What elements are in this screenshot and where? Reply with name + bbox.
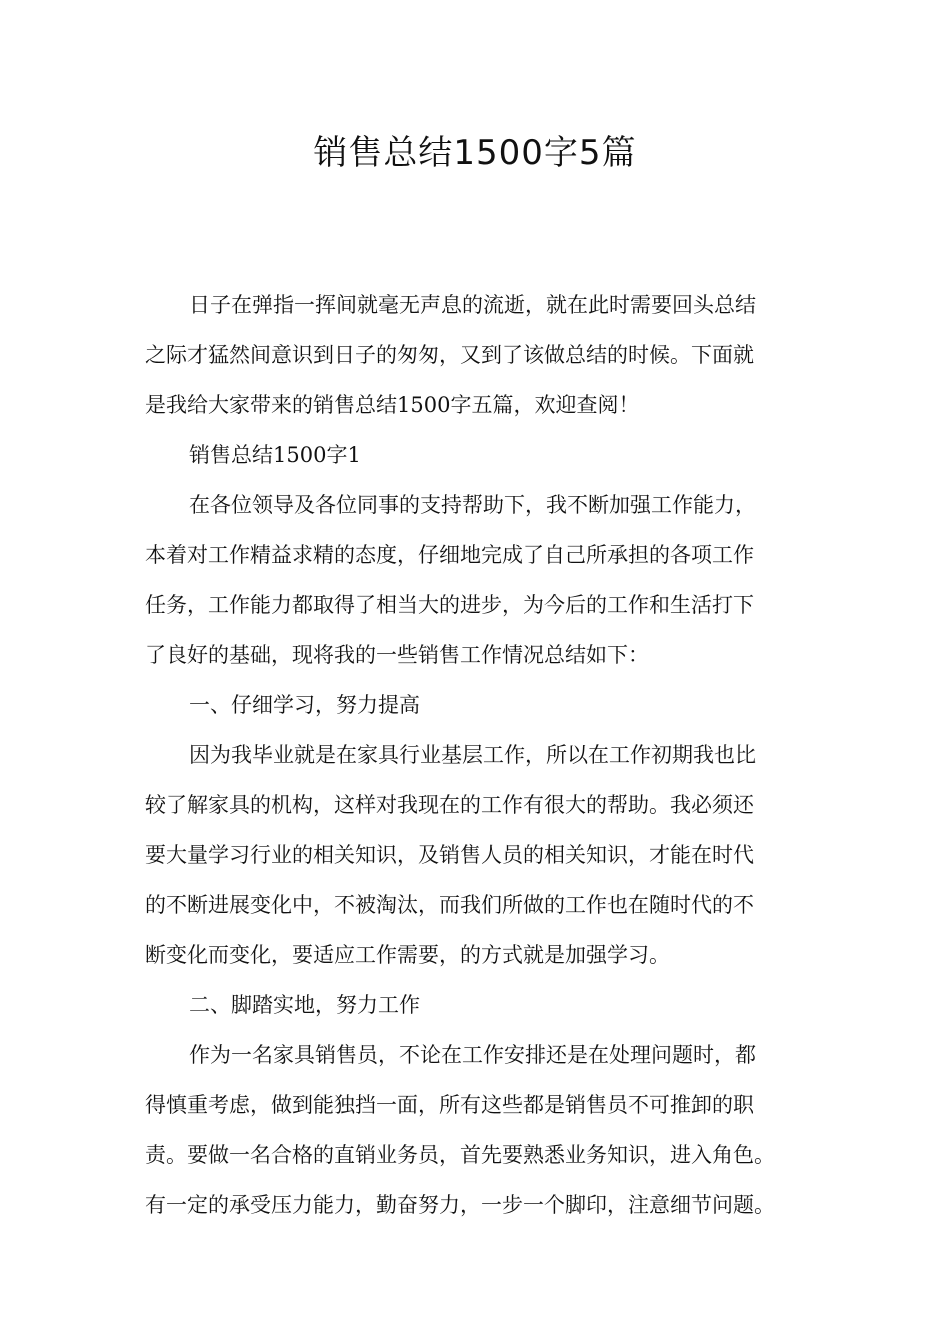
text-line: 一、仔细学习，努力提高 xyxy=(189,693,420,717)
text-line: 因为我毕业就是在家具行业基层工作，所以在工作初期我也比 xyxy=(189,743,756,767)
text-line: 要大量学习行业的相关知识，及销售人员的相关知识，才能在时代 xyxy=(145,843,754,867)
text-line: 销售总结1500字1 xyxy=(189,443,361,467)
document-title: 销售总结1500字5篇 xyxy=(313,133,637,173)
text-line: 了良好的基础，现将我的一些销售工作情况总结如下： xyxy=(145,643,649,667)
text-line: 断变化而变化，要适应工作需要，的方式就是加强学习。 xyxy=(145,943,670,967)
text-line: 本着对工作精益求精的态度，仔细地完成了自己所承担的各项工作 xyxy=(145,543,754,567)
document-body xyxy=(145,280,825,1230)
text-line: 的不断进展变化中，不被淘汰，而我们所做的工作也在随时代的不 xyxy=(145,893,754,917)
text-line: 二、脚踏实地，努力工作 xyxy=(189,993,420,1017)
text-line: 较了解家具的机构，这样对我现在的工作有很大的帮助。我必须还 xyxy=(145,793,754,817)
text-line: 之际才猛然间意识到日子的匆匆，又到了该做总结的时候。下面就 xyxy=(145,343,754,367)
text-line: 作为一名家具销售员，不论在工作安排还是在处理问题时，都 xyxy=(189,1043,756,1067)
text-line: 任务，工作能力都取得了相当大的进步，为今后的工作和生活打下 xyxy=(145,593,754,617)
text-line: 在各位领导及各位同事的支持帮助下，我不断加强工作能力， xyxy=(189,493,756,517)
text-line: 有一定的承受压力能力，勤奋努力，一步一个脚印，注意细节问题。 xyxy=(145,1193,775,1217)
text-line: 是我给大家带来的销售总结1500字五篇，欢迎查阅！ xyxy=(145,393,640,417)
text-line: 得慎重考虑，做到能独挡一面，所有这些都是销售员不可推卸的职 xyxy=(145,1093,754,1117)
text-line: 责。要做一名合格的直销业务员，首先要熟悉业务知识，进入角色。 xyxy=(145,1143,775,1167)
text-line: 日子在弹指一挥间就毫无声息的流逝，就在此时需要回头总结 xyxy=(189,293,756,317)
